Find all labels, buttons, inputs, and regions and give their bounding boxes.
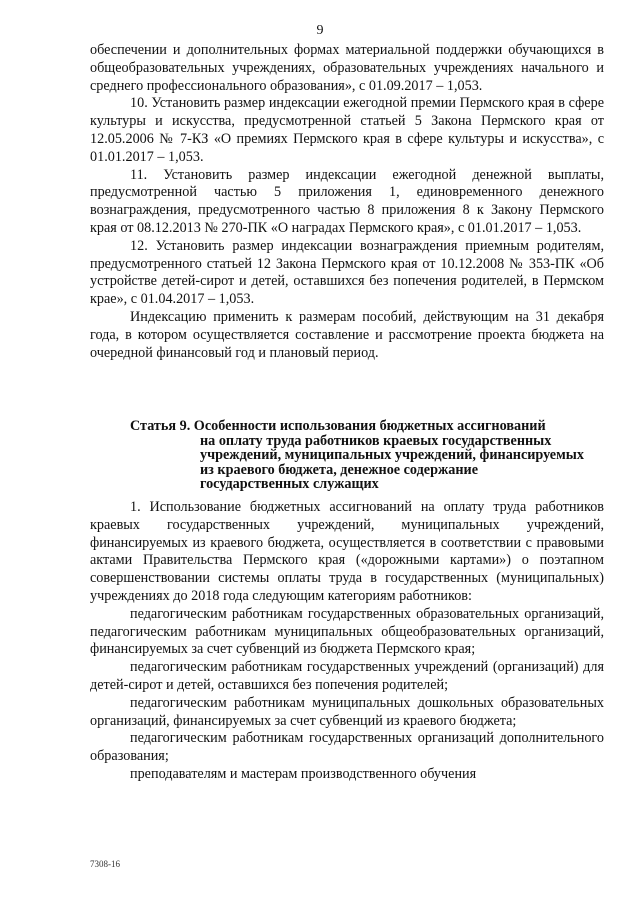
paragraph-article-9-item-1: 1. Использование бюджетных ассигнований на оплату труда работников краевых государственных учреждений, муниципальных учреждений, финансируемых из краевого бюджета, осуществляется в соответствии с правовыми актами Правительства Пермского края («дорожными картами») о поэтапном совершенствовании системы оплаты труда в государственных (муниципальных) учреждениях до 2018 года следующим категориям работников: — [90, 499, 604, 604]
article-heading-line: государственных служащих — [200, 476, 379, 493]
list-item: педагогическим работникам государственных образовательных организаций, педагогическим работникам муниципальных общеобразовательных организаций, финансируемых за счет субвенций из бюджета Пермского края; — [90, 605, 604, 658]
list-item: педагогическим работникам государственных учреждений (организаций) для детей-сирот и детей, оставшихся без попечения родителей; — [90, 659, 604, 693]
article-heading-line: из краевого бюджета, денежное содержание — [200, 461, 479, 478]
article-heading — [130, 419, 604, 492]
document-code: 7308-16 — [90, 859, 120, 869]
list-item: преподавателям и мастерам производственного обучения — [130, 765, 477, 782]
paragraph-indexation: Индексацию применить к размерам пособий, действующим на 31 декабря года, в котором осуществляется составление и рассмотрение проекта бюджета на очередной финансовый год и плановый период. — [90, 308, 604, 361]
paragraph-item-10: 10. Установить размер индексации ежегодной премии Пермского края в сфере культуры и искусства, предусмотренной статьей 5 Закона Пермского края от 12.05.2006 № 7-КЗ «О премиях Пермского края в сфере культуры и искусства», с 01.01.2017 – 1,053. — [90, 95, 604, 165]
list-item: педагогическим работникам муниципальных дошкольных образовательных организаций, финансируемых за счет субвенций из краевого бюджета; — [90, 694, 604, 729]
paragraph-item-12: 12. Установить размер индексации вознаграждения приемным родителям, предусмотренного статьей 12 Закона Пермского края от 10.12.2008 № 353-ПК «Об устройстве детей-сирот и детей, оставшихся без попечения родителей, в Пермском крае», с 01.04.2017 – 1,053. — [90, 237, 604, 308]
article-heading-line: Статья 9. Особенности использования бюджетных ассигнований — [130, 418, 546, 434]
law-text-top — [90, 42, 604, 362]
list-item: педагогическим работникам государственных организаций дополнительного образования; — [90, 730, 604, 765]
law-text-bottom — [90, 499, 604, 784]
page-number: 9 — [316, 23, 324, 38]
paragraph-item-11: 11. Установить размер индексации ежегодной денежной выплаты, предусмотренной частью 5 приложения 1, единовременного денежного вознаграждения, предусмотренного частью 8 приложения 8 к Закону Пермского края от 08.12.2013 № 270-ПК «О наградах Пермского края», с 01.01.2017 – 1,053. — [90, 166, 604, 236]
paragraph-continuation: обеспечении и дополнительных формах материальной поддержки обучающихся в общеобразовательных учреждениях, образовательных учреждениях начального и среднего профессионального образования», с 01.09.2017 – 1,053. — [90, 42, 604, 94]
article-heading-line: учреждений, муниципальных учреждений, финансируемых — [200, 447, 584, 464]
article-heading-line: на оплату труда работников краевых государственных — [200, 432, 552, 449]
